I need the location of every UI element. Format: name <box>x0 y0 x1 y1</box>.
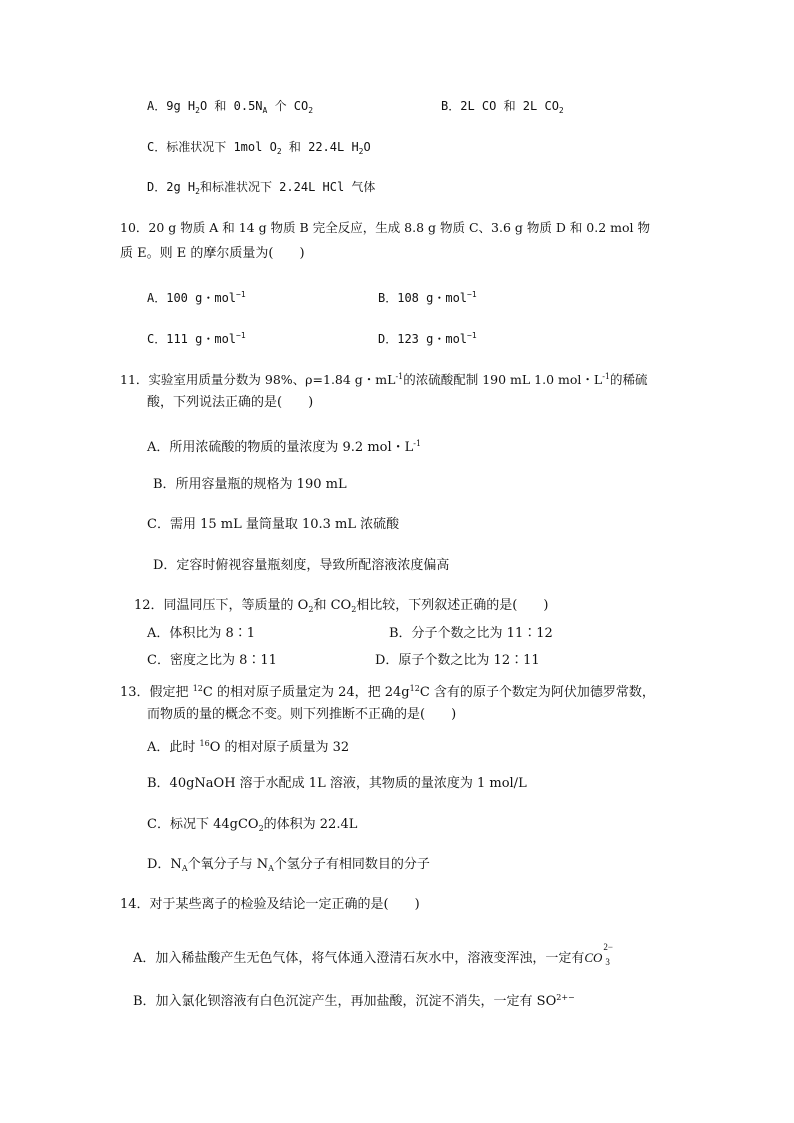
q13-option-a: A．此时 $^{16}$O 的相对原子质量为 32 <box>147 739 350 755</box>
q14-option-b: B．加入氯化钡溶液有白色沉淀产生，再加盐酸，沉淀不消失，一定有 $SO^{2+-}$ <box>133 993 575 1009</box>
q12-stem: 12．同温同压下，等质量的 $O_2$和 $CO_2$相比较，下列叙述正确的是( ) <box>134 598 549 614</box>
q12-option-d: D．原子个数之比为 12∶11 <box>375 653 540 668</box>
q12-option-b: B．分子个数之比为 11∶12 <box>389 626 553 641</box>
q11-option-a: A．所用浓硫酸的物质的量浓度为 9.2 mol・$L^{-1}$ <box>147 439 422 455</box>
q10-option-c: C．111 g・mol$^{-1}$ <box>147 331 246 346</box>
q11-option-d: D．定容时俯视容量瓶刻度，导致所配溶液浓度偏高 <box>153 558 450 573</box>
q9-option-a: A．9g $H_2O$ 和 $0.5N_A$ 个 $CO_2$ <box>147 99 314 115</box>
carbonate-ion-formula: CO 2− 3 <box>584 942 613 967</box>
q9-option-d: D．2g $H_2$和标准状况下 2.24L HCl 气体 <box>147 180 376 196</box>
q9-option-b: B．2L CO 和 2L $CO_2$ <box>441 99 564 115</box>
q10-option-a: A．100 g・mol$^{-1}$ <box>147 290 246 305</box>
q13-stem-line1: 13．假定把 $^{12}$C 的相对原子质量定为 24，把 $24g^{12}C$ 含有的原子个数定为阿伏加德罗常数， <box>120 684 655 700</box>
q14-option-a: A．加入稀盐酸产生无色气体，将气体通入澄清石灰水中，溶液变浑浊，一定有CO 2− 3 <box>133 942 613 967</box>
q11-option-b: B．所用容量瓶的规格为 190 mL <box>153 477 347 492</box>
q13-option-d: D．$N_A$个氧分子与 $N_A$个氢分子有相同数目的分子 <box>147 857 430 873</box>
q12-option-a: A．体积比为 8∶1 <box>147 626 256 641</box>
q9-option-c: C．标准状况下 1mol $O_2$ 和 22.4L $H_2O$ <box>147 140 371 156</box>
q10-stem-line2: 质 E。则 E 的摩尔质量为( ) <box>120 246 305 261</box>
q13-stem-line2: 而物质的量的概念不变。则下列推断不正确的是( ) <box>147 707 457 722</box>
q13-option-b: B．40gNaOH 溶于水配成 1L 溶液，其物质的量浓度为 1 mol/L <box>147 776 527 791</box>
q10-stem-line1: 10．20 g 物质 A 和 14 g 物质 B 完全反应，生成 8.8 g 物质 C、3.6 g 物质 D 和 0.2 mol 物 <box>120 220 651 235</box>
q10-option-b: B．108 g・mol$^{-1}$ <box>378 290 477 305</box>
q11-option-c: C．需用 15 mL 量筒量取 10.3 mL 浓硫酸 <box>147 517 400 532</box>
q13-option-c: C．标况下 44gCO$_2$的体积为 22.4L <box>147 817 358 833</box>
q14-stem: 14．对于某些离子的检验及结论一定正确的是( ) <box>120 897 420 912</box>
q11-stem-line2: 酸，下列说法正确的是( ) <box>147 395 314 410</box>
q10-option-d: D．123 g・mol$^{-1}$ <box>378 331 477 346</box>
q12-option-c: C．密度之比为 8∶11 <box>147 653 277 668</box>
q11-stem-line1: 11．实验室用质量分数为 98%、ρ=1.84 g・$mL^{-1}$的浓硫酸配制 190 mL 1.0 mol・$L^{-1}$的稀硫 <box>120 372 648 387</box>
